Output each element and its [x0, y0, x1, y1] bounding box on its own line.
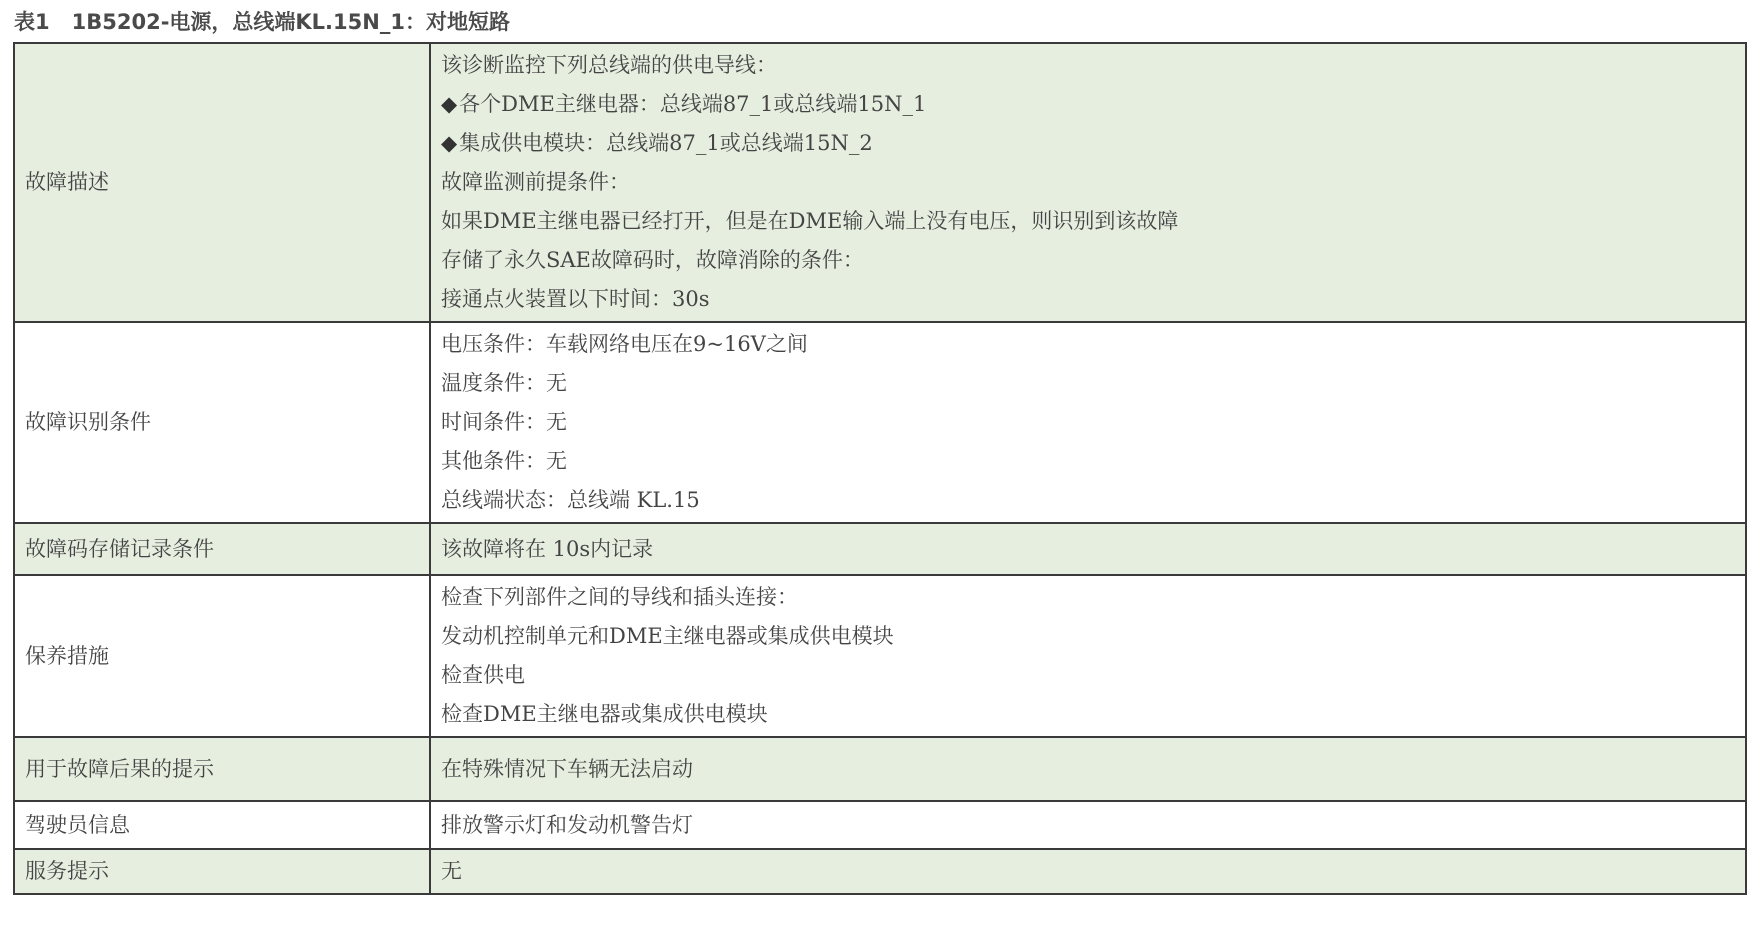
value-line: 无: [441, 859, 462, 883]
row-value: [430, 801, 1746, 849]
value-line: 发动机控制单元和DME主继电器或集成供电模块: [441, 624, 894, 648]
value-line: 检查下列部件之间的导线和插头连接：: [441, 585, 798, 609]
row-value: [430, 737, 1746, 801]
value-line: 存储了永久SAE故障码时，故障消除的条件：: [441, 248, 864, 272]
value-line: 时间条件：无: [441, 410, 567, 434]
value-line: 电压条件：车载网络电压在9~16V之间: [441, 332, 808, 356]
row-driver-info: [14, 801, 1746, 849]
value-line: 接通点火装置以下时间：30s: [441, 287, 710, 311]
row-label: 故障描述: [14, 43, 430, 322]
row-value: [430, 322, 1746, 523]
table-caption: [14, 6, 510, 36]
table-number: 表1: [14, 10, 50, 34]
row-storage-conditions: [14, 523, 1746, 575]
value-line: 该故障将在 10s内记录: [441, 536, 654, 561]
value-line: 该诊断监控下列总线端的供电导线：: [441, 53, 777, 77]
value-line: 在特殊情况下车辆无法启动: [441, 756, 693, 781]
value-line: 检查供电: [441, 663, 525, 687]
row-detection-conditions: [14, 322, 1746, 523]
table-title: 1B5202-电源，总线端KL.15N_1：对地短路: [71, 10, 510, 34]
value-line: 检查DME主继电器或集成供电模块: [441, 702, 768, 726]
fault-table: [13, 42, 1747, 895]
row-consequence-hint: [14, 737, 1746, 801]
row-maintenance: [14, 575, 1746, 737]
row-label: 故障码存储记录条件: [14, 523, 430, 575]
row-label: 保养措施: [14, 575, 430, 737]
value-line-bullet: ◆ 集成供电模块：总线端87_1或总线端15N_2: [441, 124, 1744, 163]
value-line: 如果DME主继电器已经打开，但是在DME输入端上没有电压，则识别到该故障: [441, 209, 1179, 233]
value-line-bullet: ◆ 各个DME主继电器：总线端87_1或总线端15N_1: [441, 85, 1744, 124]
row-service-hint: [14, 849, 1746, 894]
row-value: [430, 43, 1746, 322]
value-line: 其他条件：无: [441, 449, 567, 473]
row-fault-description: [14, 43, 1746, 322]
value-line: 总线端状态：总线端 KL.15: [441, 488, 700, 512]
row-value: [430, 575, 1746, 737]
value-line: 温度条件：无: [441, 371, 567, 395]
row-value: [430, 523, 1746, 575]
value-line: 排放警示灯和发动机警告灯: [441, 812, 693, 837]
row-value: [430, 849, 1746, 894]
row-label: 故障识别条件: [14, 322, 430, 523]
value-line: 故障监测前提条件：: [441, 170, 630, 194]
row-label: 用于故障后果的提示: [14, 737, 430, 801]
row-label: 服务提示: [14, 849, 430, 894]
row-label: 驾驶员信息: [14, 801, 430, 849]
